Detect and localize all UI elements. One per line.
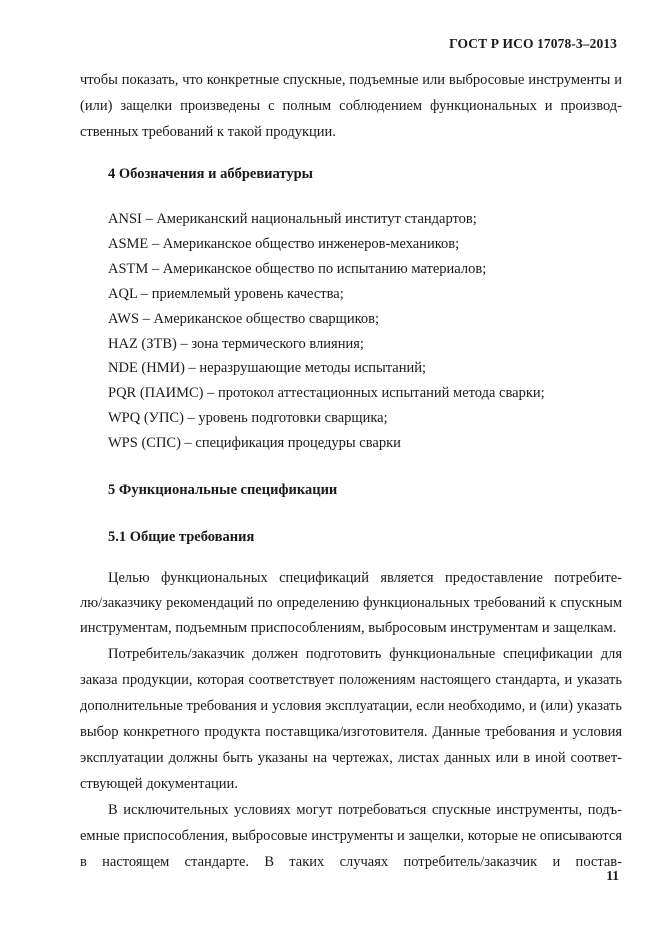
abbreviation-item: WPS (СПС) – спецификация процедуры сварки (108, 435, 401, 452)
para3-line-3: в настоящем стандарте. В таких случаях потребитель/заказчик и постав- (80, 854, 622, 870)
para2-line-4: выбор конкретного продукта поставщика/изготовителя. Данные требования и условия (80, 724, 622, 740)
abbreviation-item: AWS – Американское общество сварщиков; (108, 310, 380, 327)
intro-line-1: чтобы показать, что конкретные спускные, подъемные или выбросовые инструменты и (80, 72, 622, 88)
abbreviation-item: ANSI – Американский национальный институт стандартов; (108, 211, 477, 227)
para2-line-5: эксплуатации должны быть указаны на чертежах, листах данных или в иной соответ- (80, 750, 622, 766)
page-number: 11 (606, 868, 619, 883)
para2-line-3: дополнительные требования и условия эксплуатации, если необходимо, и (или) указать (80, 698, 622, 714)
section-5-1-heading: 5.1 Общие требования (108, 529, 255, 545)
para3-line-1: В исключительных условиях могут потребоваться спускные инструменты, подъ- (108, 802, 622, 818)
para2-line-2: заказа продукции, которая соответствует положениям настоящего стандарта, и указать (80, 672, 622, 688)
para1-line-1: Целью функциональных спецификаций является предоставление потребите- (108, 570, 622, 586)
para1-line-2: лю/заказчику рекомендаций по определению функциональных требований к спускным (80, 595, 622, 611)
abbreviation-item: PQR (ПАИМС) – протокол аттестационных испытаний метода сварки; (108, 385, 545, 402)
abbreviation-list (108, 207, 545, 456)
abbreviation-item: AQL – приемлемый уровень качества; (108, 285, 344, 302)
para1-line-3: инструментам, подъемным приспособлениям, выбросовым инструментам и защелкам. (80, 620, 617, 636)
abbreviation-item: NDE (НМИ) – неразрушающие методы испытаний; (108, 360, 427, 377)
section-5-heading: 5 Функциональные спецификации (108, 482, 338, 498)
intro-line-3: ственных требований к такой продукции. (80, 124, 336, 140)
abbreviation-item: HAZ (ЗТВ) – зона термического влияния; (108, 335, 364, 352)
standard-header: ГОСТ Р ИСО 17078-3–2013 (449, 36, 617, 51)
abbreviation-item: ASME – Американское общество инженеров-механиков; (108, 235, 460, 252)
intro-line-2: (или) защелки произведены с полным соблюдением функциональных и производ- (80, 98, 622, 114)
section-4-heading: 4 Обозначения и аббревиатуры (108, 166, 313, 182)
para2-line-1: Потребитель/заказчик должен подготовить функциональные спецификации для (108, 646, 622, 662)
abbreviation-item: ASTM – Американское общество по испытанию материалов; (108, 260, 487, 277)
para2-line-6: ствующей документации. (80, 776, 238, 792)
para3-line-2: емные приспособления, выбросовые инструменты и защелки, которые не описываются (80, 828, 622, 844)
abbreviation-item: WPQ (УПС) – уровень подготовки сварщика; (108, 410, 388, 427)
